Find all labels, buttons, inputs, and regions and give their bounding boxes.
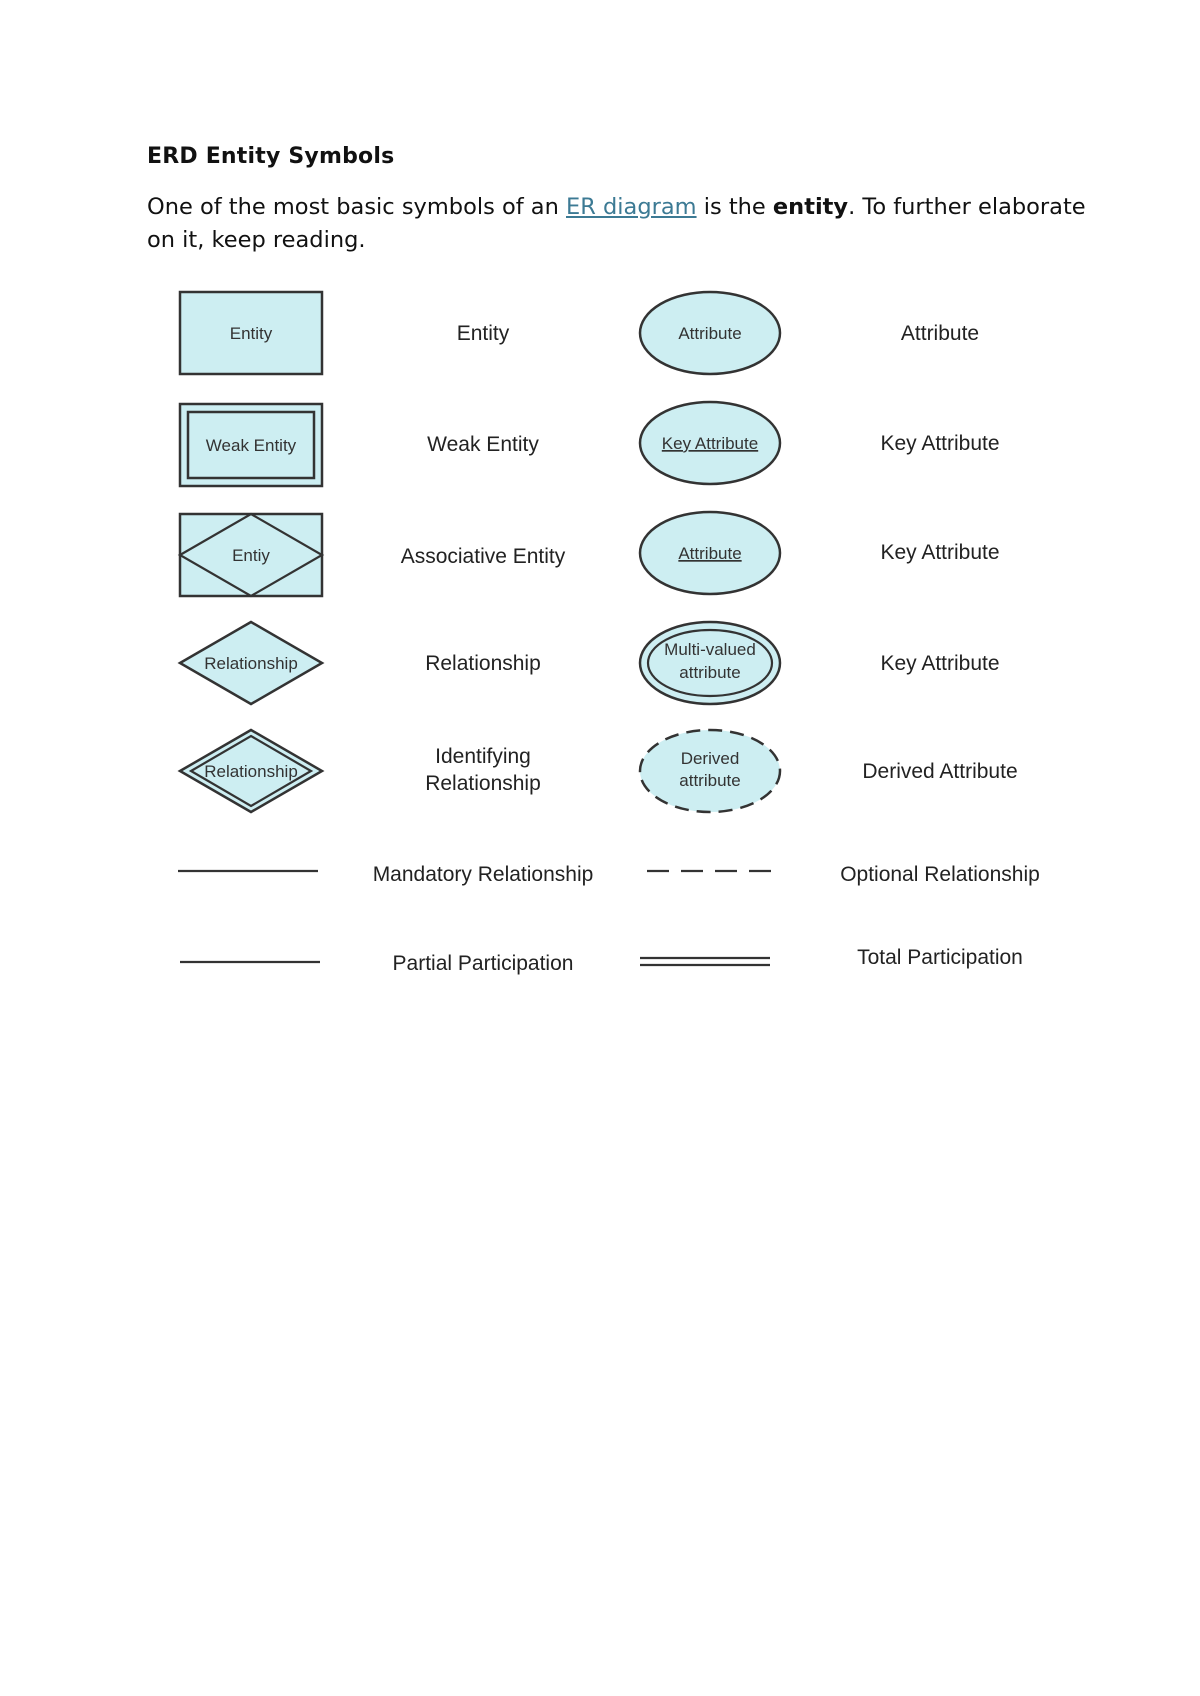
intro-text-start: One of the most basic symbols of an — [147, 194, 566, 220]
entity-symbol-text: Entity — [229, 324, 273, 343]
attribute-symbol-text: Attribute — [678, 324, 742, 343]
key-attribute-label-3: Key Attribute — [880, 652, 1000, 675]
er-diagram-link[interactable]: ER diagram — [566, 194, 697, 220]
attribute-symbol — [640, 292, 780, 374]
multivalued-symbol-text-1: Multi-valued — [664, 640, 756, 659]
key-attribute-symbol-2-text: Attribute — [678, 544, 742, 563]
intro-paragraph — [147, 191, 1087, 257]
associative-entity-label: Associative Entity — [400, 545, 566, 568]
total-participation-label: Total Participation — [857, 946, 1023, 969]
mandatory-relationship-label: Mandatory Relationship — [372, 863, 594, 886]
derived-symbol-text-1: Derived — [680, 749, 740, 768]
weak-entity-label: Weak Entity — [427, 433, 539, 456]
derived-symbol-text-2: attribute — [679, 771, 741, 790]
derived-attribute-label: Derived Attribute — [862, 760, 1018, 783]
associative-entity-symbol — [180, 514, 322, 596]
relationship-label: Relationship — [425, 652, 541, 675]
multivalued-symbol-text-2: attribute — [679, 663, 741, 682]
identifying-relationship-label-1: Identifying — [435, 745, 531, 768]
key-attribute-label-2: Key Attribute — [880, 541, 1000, 564]
key-attribute-label: Key Attribute — [880, 432, 1000, 455]
weak-entity-symbol-text: Weak Entity — [205, 436, 297, 455]
key-attribute-symbol-2 — [640, 512, 780, 594]
attribute-label: Attribute — [900, 322, 980, 345]
multivalued-attribute-symbol — [640, 622, 780, 704]
page-heading: ERD Entity Symbols — [147, 144, 395, 169]
weak-entity-symbol — [180, 404, 322, 486]
relationship-symbol — [180, 622, 322, 704]
key-attribute-symbol — [640, 402, 780, 484]
key-attribute-symbol-text: Key Attribute — [661, 434, 759, 453]
identifying-relationship-symbol — [180, 730, 322, 812]
erd-symbol-legend — [160, 280, 1060, 1000]
partial-participation-label: Partial Participation — [392, 952, 574, 975]
identifying-relationship-symbol-text: Relationship — [204, 762, 298, 781]
intro-bold-entity: entity — [772, 194, 849, 220]
identifying-relationship-label-2: Relationship — [425, 772, 541, 795]
relationship-symbol-text: Relationship — [204, 654, 298, 673]
derived-attribute-symbol — [640, 730, 780, 812]
associative-entity-symbol-text: Entiy — [232, 546, 270, 565]
entity-symbol — [180, 292, 322, 374]
entity-label: Entity — [456, 322, 510, 345]
intro-text-end: . To further elaborate on it, keep reading. — [147, 194, 1086, 253]
optional-relationship-label: Optional Relationship — [840, 863, 1040, 886]
intro-text-middle: is the — [696, 194, 773, 220]
